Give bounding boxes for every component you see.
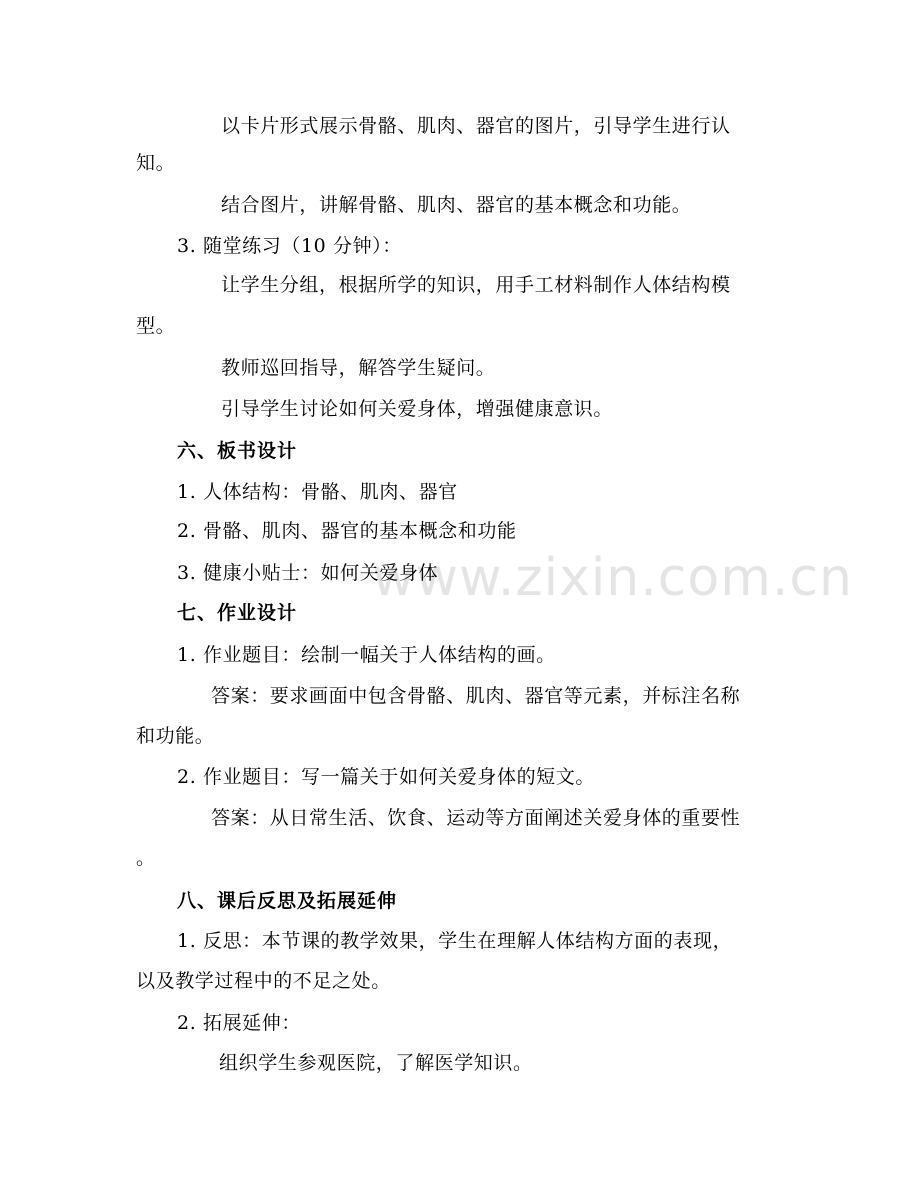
paragraph-line: 结合图片，讲解骨骼、肌肉、器官的基本概念和功能。 (221, 194, 692, 216)
paragraph-line: 答案：从日常生活、饮食、运动等方面阐述关爱身体的重要性 (211, 807, 741, 829)
watermark: www.zixin.com.cn (372, 548, 853, 608)
paragraph-line: 组织学生参观医院，了解医学知识。 (219, 1052, 533, 1074)
paragraph-line: 答案：要求画面中包含骨骼、肌肉、器官等元素，并标注名称 (211, 685, 741, 707)
paragraph-line: 引导学生讨论如何关爱身体，增强健康意识。 (221, 398, 614, 420)
list-item: 2. 作业题目：写一篇关于如何关爱身体的短文。 (177, 766, 595, 788)
section-heading: 六、板书设计 (177, 440, 298, 462)
list-item: 3. 随堂练习（10 分钟）： (177, 235, 402, 257)
section-heading: 八、课后反思及拓展延伸 (177, 890, 398, 912)
section-heading: 七、作业设计 (177, 602, 298, 624)
list-item: 1. 人体结构：骨骼、肌肉、器官 (177, 481, 458, 503)
paragraph-line: 知。 (136, 152, 176, 174)
list-item: 2. 拓展延伸： (177, 1012, 301, 1034)
list-item: 1. 反思：本节课的教学效果，学生在理解人体结构方面的表现， (177, 930, 733, 952)
paragraph-line: 和功能。 (136, 725, 215, 747)
paragraph-line: 以卡片形式展示骨骼、肌肉、器官的图片，引导学生进行认 (221, 115, 731, 137)
paragraph-line: 教师巡回指导，解答学生疑问。 (221, 357, 496, 379)
list-item: 2. 骨骼、肌肉、器官的基本概念和功能 (177, 520, 517, 542)
paragraph-line: 。 (136, 847, 156, 869)
list-item: 1. 作业题目：绘制一幅关于人体结构的画。 (177, 644, 556, 666)
paragraph-line: 让学生分组，根据所学的知识，用手工材料制作人体结构模 (221, 274, 731, 296)
paragraph-line: 型。 (136, 315, 176, 337)
paragraph-line: 以及教学过程中的不足之处。 (136, 970, 391, 992)
list-item: 3. 健康小贴士：如何关爱身体 (177, 562, 439, 584)
